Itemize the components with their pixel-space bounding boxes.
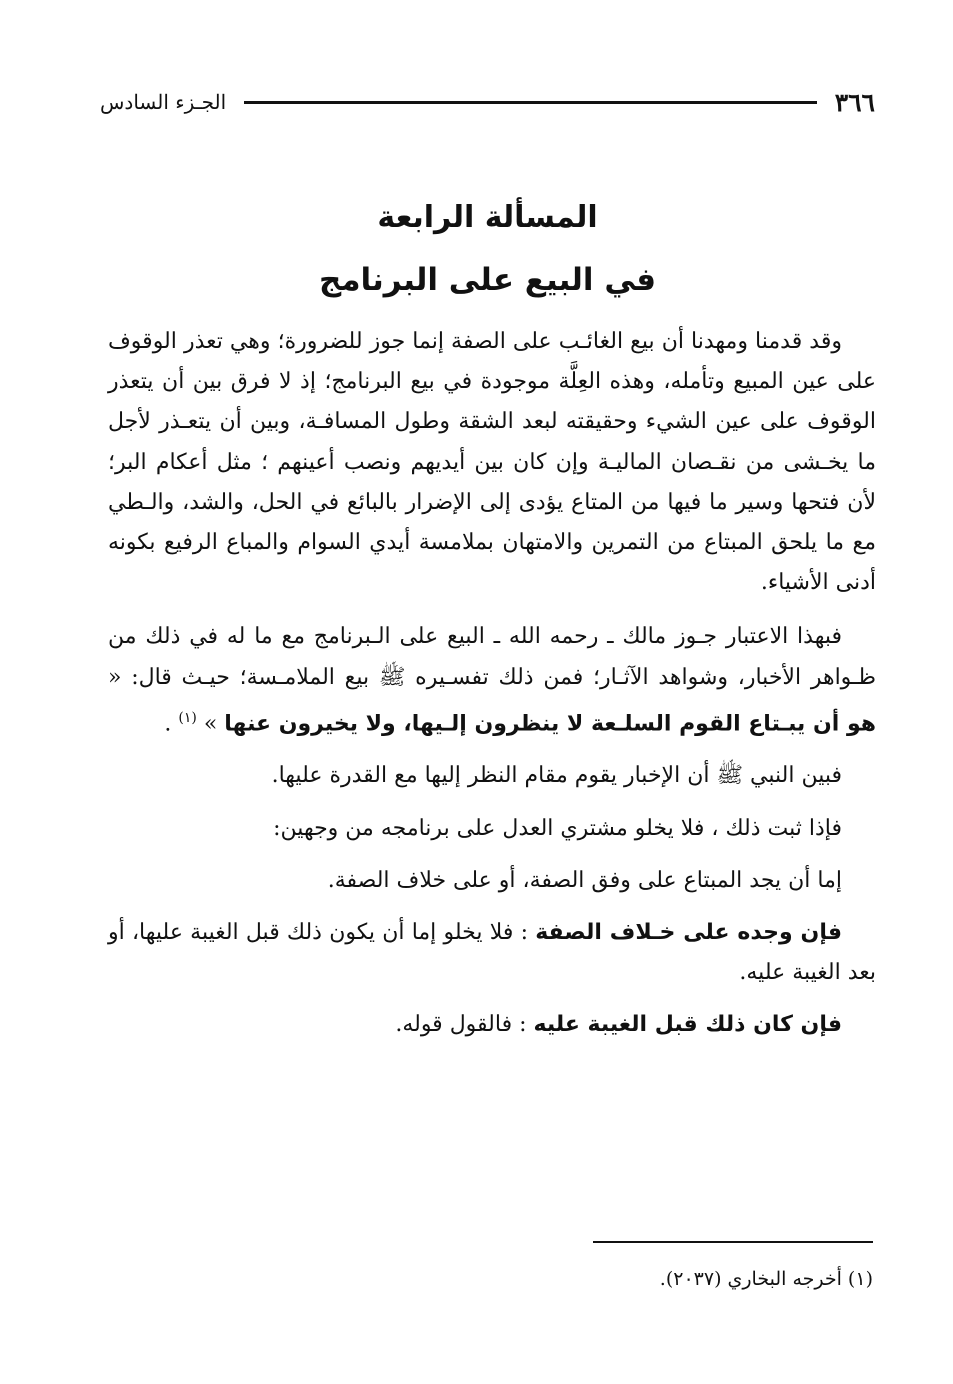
paragraph-6 [108, 913, 876, 993]
header-rule [244, 101, 817, 104]
paragraph-1: وقد قدمنا ومهدنا أن بيع الغائـب على الصفة إنما جوز للضرورة؛ وهي تعذر الوقوف على عين المبيع وتأمله، وهذه العِلَّة موجودة في بيع البرنامج؛ إذ لا فرق بين أن يتعذر الوقوف على عين الشيء وحقيقته لبعد الشقة وطول المسافـة، وبين أن يتعـذر لأجل ما يخـشى من نقـصان الماليـة وإن كان بين أيديهم ونصب أعينهم ؛ مثل أعكام البر؛ لأن فتحها وسير ما فيها من المتاع يؤدى إلى الإضرار بالبائع في الحل، والشد، والـطي مع ما يلحق المبتاع من التمرين والامتهان بملامسة أيدي السوام والمباع الرفيع بكونه أدنى الأشياء. [108, 329, 876, 596]
paragraph-3: فبين النبي ﷺ أن الإخبار يقوم مقام النظر إليها مع القدرة عليها. [271, 763, 842, 789]
footnote-reference[interactable]: (١) [178, 709, 197, 726]
paragraph-6-rest: : فلا يخلو إما أن يكون ذلك قبل الغيبة عليها، أو بعد الغيبة عليه. [108, 919, 876, 986]
paragraph-4: فإذا ثبت ذلك ، فلا يخلو مشتري العدل على برنامجه من وجهين: [273, 815, 842, 841]
hadith-quote: هو أن يبـتاع القوم السلـعة لا ينظرون إلـيها، ولا يخيرون عنها [224, 711, 876, 737]
footnote-rule [593, 1241, 873, 1243]
paragraph-5: إما أن يجد المبتاع على وفق الصفة، أو على خلاف الصفة. [327, 867, 842, 893]
paragraph-7-lead: فإن كان ذلك قبل الغيبة عليه [533, 1012, 842, 1038]
body-text [108, 322, 876, 1058]
section-subtitle: في البيع على البرنامج [318, 262, 656, 298]
paragraph-2 [108, 617, 876, 744]
quote-close: » [203, 711, 218, 737]
paragraph-2-start: فبهذا الاعتبار جـوز مالك ـ رحمه الله ـ البيع على الـبرنامج مع ما له في ذلك من ظـواهر الأخبار، وشواهد الآثـار؛ فمن ذلك تفسـيره ﷺ بيع الملامـسة؛ حيـث قال: « [108, 624, 876, 690]
page-number: ٣٦٦ [834, 87, 875, 117]
paragraph-7 [108, 1005, 876, 1045]
page-header [100, 82, 875, 122]
running-title: الجـزء السادس [100, 90, 227, 114]
footnote: (١) أخرجه البخاري (٢٠٣٧). [659, 1268, 873, 1290]
paragraph-7-rest: : فالقول قوله. [395, 1012, 527, 1038]
paragraph-6-lead: فإن وجده على خـلاف الصفة [535, 919, 842, 945]
paragraph-2-tail: . [164, 711, 172, 737]
section-title: المسألة الرابعة [377, 200, 598, 235]
